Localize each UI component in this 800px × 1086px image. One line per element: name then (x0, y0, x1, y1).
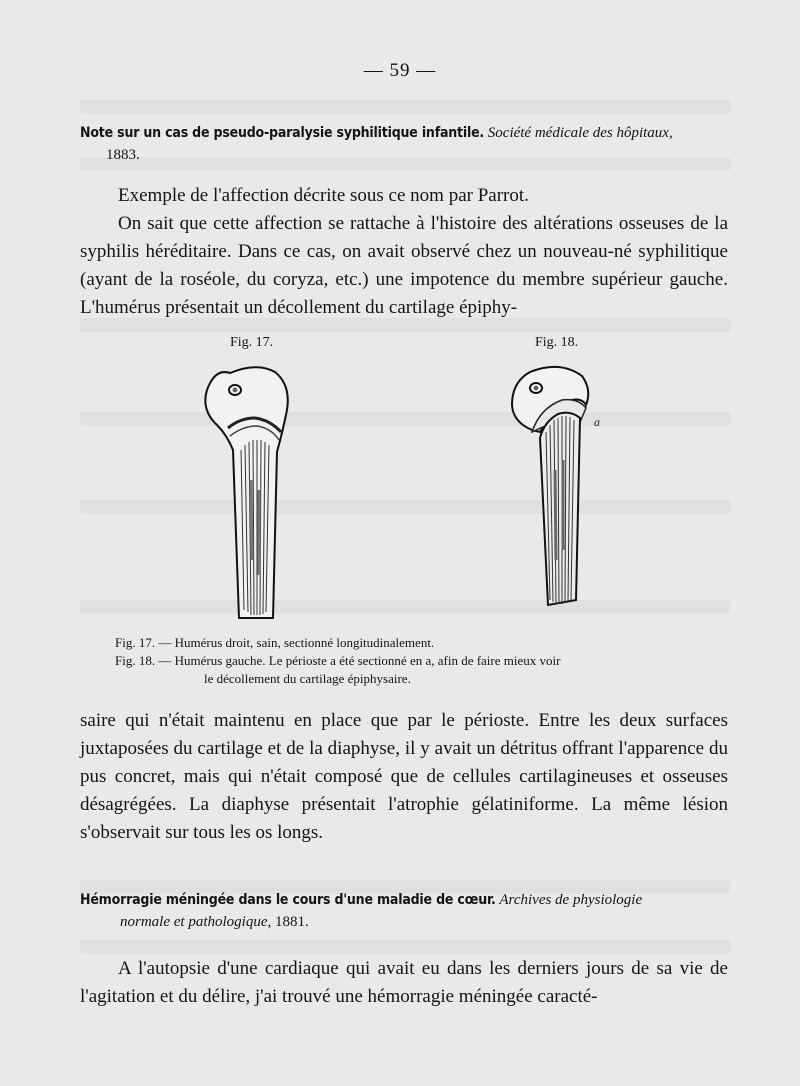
fig-17-humerus-illustration (195, 360, 305, 625)
entry-source: Archives de physiologie (499, 892, 643, 908)
entry-heading-2 (80, 889, 728, 933)
paragraph: A l'autopsie d'une cardiaque qui avait eu dans les derniers jours de sa vie de l'agitation et du délire, j'ai trouvé une hémorragie méningée caracté- (80, 958, 728, 1007)
body-block-3 (80, 955, 728, 1011)
bleed-through (80, 600, 730, 614)
caption-line: le décollement du cartilage épiphysaire. (204, 671, 411, 686)
paragraph: On sait que cette affection se rattache à l'histoire des altérations osseuses de la syphilis héréditaire. Dans ce cas, on avait observé chez un nouveau-né syphilitique (ayant de la roséole, du coryza, etc.) une impotence du membre supérieur gauche. L'humérus présentait un décollement du cartilage épiphy- (80, 213, 728, 318)
bleed-through (80, 940, 730, 954)
entry-title: Note sur un cas de pseudo-paralysie syphilitique infantile. (80, 125, 485, 141)
entry-heading-1 (80, 122, 728, 166)
caption-line: Fig. 17. — Humérus droit, sain, sectionné longitudinalement. (115, 635, 435, 650)
body-block-2 (80, 707, 728, 847)
paragraph: Exemple de l'affection décrite sous ce nom par Parrot. (118, 185, 529, 206)
entry-year: 1883. (106, 147, 140, 163)
entry-source: normale et pathologique, (120, 914, 272, 930)
page-number: — 59 — (363, 60, 437, 81)
entry-title: Hémorragie méningée dans le cours d'une maladie de cœur. (80, 892, 496, 908)
fig-18-label: Fig. 18. (535, 335, 579, 350)
entry-source: Société médicale des hôpitaux, (487, 125, 673, 141)
bleed-through (80, 500, 730, 514)
fig-17-label: Fig. 17. (230, 335, 274, 350)
figure-caption (115, 634, 715, 688)
paragraph: saire qui n'était maintenu en place que par le périoste. Entre les deux surfaces juxtaposées du cartilage et de la diaphyse, il y avait un détritus offrant l'apparence du pus concret, mais qui n'était composé que de cellules cartilagineuses et osseuses désagrégées. La diaphyse présentait l'atrophie gélatiniforme. La même lésion s'observait sur tous les os longs. (80, 710, 728, 843)
bleed-through (80, 100, 730, 114)
bleed-through (80, 412, 730, 426)
fig-18-marker-a: a (594, 415, 600, 429)
entry-year: 1881. (274, 914, 309, 930)
fig-18-humerus-illustration (500, 360, 630, 620)
caption-line: Fig. 18. — Humérus gauche. Le périoste a été sectionné en a, afin de faire mieux voir (115, 653, 561, 668)
entry-source-line (80, 911, 728, 933)
body-block-1 (80, 182, 728, 322)
